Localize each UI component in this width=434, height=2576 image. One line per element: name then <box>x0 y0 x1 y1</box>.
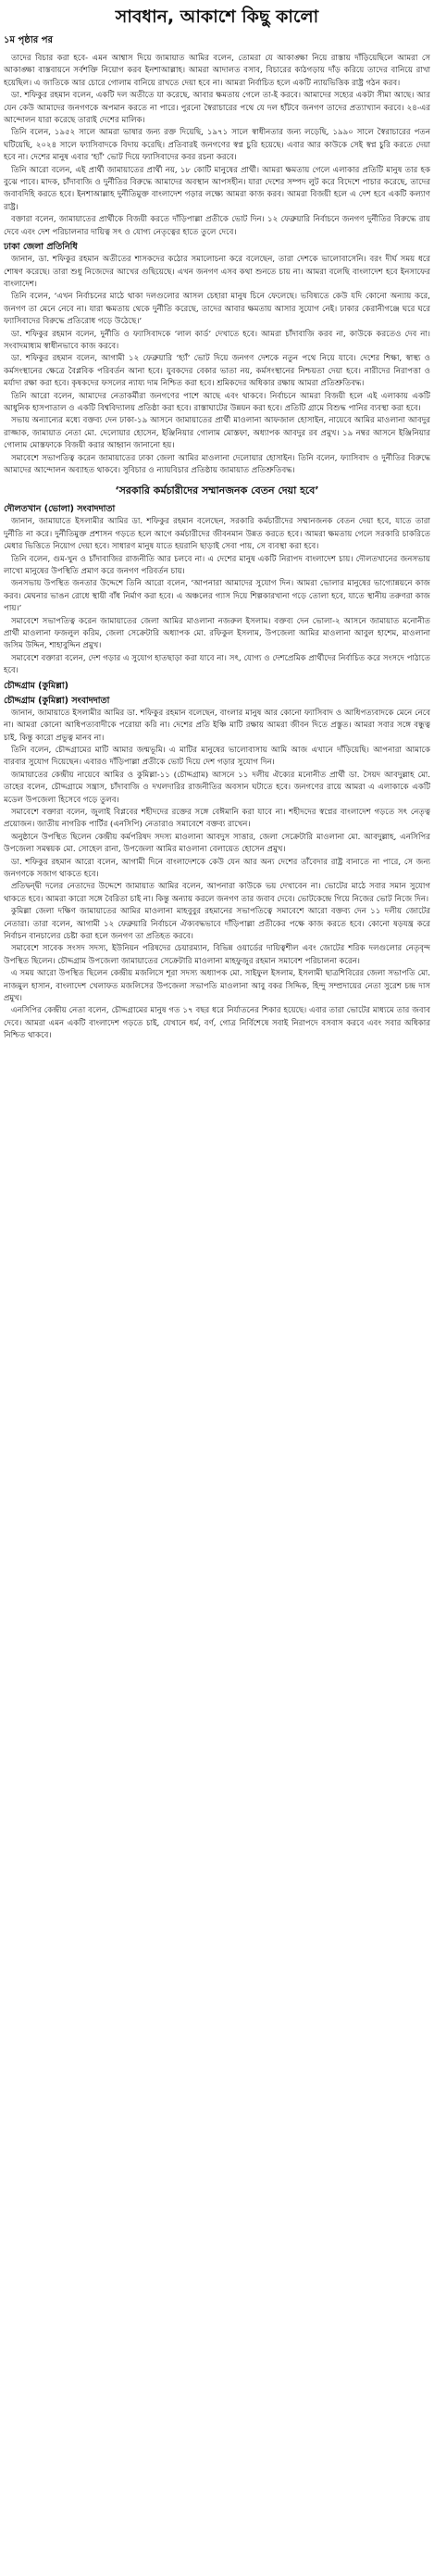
paragraph: অনুষ্ঠানে উপস্থিত ছিলেন কেন্দ্রীয় কর্মপরিষদ সদস্য মাওলানা আবদুস সাত্তার, জেলা সেক্রেটারি মাওলানা মো. আবদুল্লাহ, এনসিপির উপজেলা সমন্বয়ক মো. সোহেল রানা, উপজেলা আমির মাওলানা বেলায়েত হোসেন প্রমুখ। <box>4 832 430 855</box>
paragraph: ডা. শফিকুর রহমান বলেন, দুর্নীতি ও ফ্যাসিবাদকে ‘লাল কার্ড’ দেখাতে হবে। আমরা চাঁদাবাজি করব না, কাউকে করতেও দেব না। সংবাদমাধ্যম স্বাধীনভাবে কাজ করবে। <box>4 329 430 351</box>
paragraph: জানান, ডা. শফিকুর রহমান অতীতের শাসকদের কঠোর সমালোচনা করে বলেছেন, তারা দেশকে ভালোবাসেনি। বরং দীর্ঘ সময় ধরে শোষণ করেছে। তারা শুধু নিজেদের আখের গুছিয়েছে। এখন জনগণ এসব কথা শুনতে চায় না। আমরা বলেছি বাংলাদেশ হবে ইনসাফের বাংলাদেশ। <box>4 255 430 289</box>
paragraph: বক্তারা বলেন, জামায়াতের প্রার্থীকে বিজয়ী করতে দাঁড়িপাল্লা প্রতীকে ভোট দিন। ১২ ফেব্রুয়ারি নির্বাচনে জনগণ দুর্নীতির বিরুদ্ধে রায় দেবে এবং দেশ পরিচালনার দায়িত্ব সৎ ও যোগ্য নেতৃত্বের হাতে তুলে দেবে। <box>4 215 430 237</box>
paragraph: তিনি বলেন, গুম-খুন ও চাঁদাবাজির রাজনীতি আর চলবে না। এ দেশের মানুষ একটি নিরাপদ বাংলাদেশ চায়। দৌলতখানের জনসভায় লাখো মানুষের উপস্থিতি প্রমাণ করে জনগণ পরিবর্তন চায়। <box>4 554 430 577</box>
paragraph: জানান, জামায়াতে ইসলামীর আমির ডা. শফিকুর রহমান বলেছেন, বাংলার মানুষ আর কোনো ফ্যাসিবাদ ও আধিপত্যবাদকে মেনে নেবে না। আমরা কোনো আধিপত্যবাদীকে পরোয়া করি না। দেশের প্রতি ইঞ্চি মাটি রক্ষায় আমরা জীবন দিতে প্রস্তুত। আমরা সবার সঙ্গে বন্ধুত্ব চাই, কিন্তু কারো প্রভুত্ব মানব না। <box>4 708 430 743</box>
paragraph: ডা. শফিকুর রহমান বলেন, আগামী ১২ ফেব্রুয়ারি ‘হ্যাঁ’ ভোট দিয়ে জনগণ দেশকে নতুন পথে নিয়ে যাবে। দেশের শিক্ষা, স্বাস্থ্য ও কর্মসংস্থানের ক্ষেত্রে বৈপ্লবিক পরিবর্তন আনা হবে। যুবকদের বেকার ভাতা নয়, কর্মসংস্থানের নিশ্চয়তা দেয়া হবে। নারীদের নিরাপত্তা ও মর্যাদা রক্ষা করা হবে। কৃষকদের ফসলের ন্যায্য দাম নিশ্চিত করা হবে। শ্রমিকদের অধিকার রক্ষায় আমরা প্রতিশ্রুতিবদ্ধ। <box>4 354 430 389</box>
paragraph: এ সময় আরো উপস্থিত ছিলেন কেন্দ্রীয় মজলিসে শূরা সদস্য অধ্যাপক মো. সাইফুল ইসলাম, ইসলামী ছাত্রশিবিরের জেলা সভাপতি মো. নাজমুল হাসান, বাংলাদেশ খেলাফত মজলিসের উপজেলা সভাপতি মাওলানা আবু বকর সিদ্দিক, হিন্দু সম্প্রদায়ের নেতা সুরেশ চন্দ্র দাস প্রমুখ। <box>4 969 430 1004</box>
paragraph: সমাবেশে সাবেক সংসদ সদস্য, ইউনিয়ন পরিষদের চেয়ারম্যান, বিভিন্ন ওয়ার্ডের দায়িত্বশীল এবং জোটের শরিক দলগুলোর নেতৃবৃন্দ উপস্থিত ছিলেন। চৌদ্দগ্রাম উপজেলা জামায়াতের সেক্রেটারি মাওলানা মাহফুজুর রহমান সমাবেশ পরিচালনা করেন। <box>4 944 430 966</box>
paragraph: তিনি আরো বলেন, এই প্রার্থী জামায়াতের প্রার্থী নয়, ১৮ কোটি মানুষের প্রার্থী। আমরা ক্ষমতায় গেলে এলাকার প্রতিটি মানুষ তার হক বুঝে পাবে। মাদক, চাঁদাবাজি ও দুর্নীতির বিরুদ্ধে আমাদের অবস্থান আপসহীন। যারা দেশের সম্পদ লুট করে বিদেশে পাচার করেছে, তাদের জবাবদিহি করতে হবে। ইনশাআল্লাহ দুর্নীতিমুক্ত বাংলাদেশ গড়ার লক্ষ্যে আমরা কাজ করব। আমরা বিজয়ী হলে এ দেশ হবে একটি কল্যাণ রাষ্ট্র। <box>4 165 430 212</box>
paragraph: সমাবেশে সভাপতিত্ব করেন জামায়াতের জেলা আমির মাওলানা নজরুল ইসলাম। বক্তব্য দেন ভোলা-২ আসনে জামায়াত মনোনীত প্রার্থী মাওলানা ফজলুল করিম, জেলা সেক্রেটারি অধ্যাপক মো. রফিকুল ইসলাম, উপজেলা আমির মাওলানা আবুল হাশেম, মাওলানা জসিম উদ্দিন, শাহাবুদ্দিন প্রমুখ। <box>4 616 430 651</box>
paragraph: তিনি আরো বলেন, আমাদের নেতাকর্মীরা জনগণের পাশে আছে এবং থাকবে। নির্বাচনে আমরা বিজয়ী হলে এই এলাকায় একটি আধুনিক হাসপাতাল ও একটি বিশ্ববিদ্যালয় প্রতিষ্ঠা করা হবে। রাস্তাঘাটের উন্নয়ন করা হবে। প্রতিটি গ্রামে বিশুদ্ধ পানির ব্যবস্থা করা হবে। <box>4 391 430 413</box>
paragraph: তাদের বিচার করা হবে- এমন আশ্বাস দিয়ে জামায়াত আমির বলেন, তোমরা যে আকাঙ্ক্ষা নিয়ে রাস্তায় দাঁড়িয়েছিলে আমরা সে আকাঙ্ক্ষা বাস্তবায়নে সর্বশক্তি নিয়োগ করব ইনশাআল্লাহ। আমরা আদালত বসাব, বিচারের কাঠগড়ায় দাঁড় করিয়ে তাদের বানিয়ে রাখা হয়েছিল। এ জাতিকে আর চোরে গোলাম বানিয়ে রাখতে দেয়া হবে না। আমরা নির্বাচিত হলে একটি ন্যায়ভিত্তিক রাষ্ট্র গঠন করব। <box>4 54 430 88</box>
paragraph: জানান, জামায়াতে ইসলামীর আমির ডা. শফিকুর রহমান বলেছেন, সরকারি কর্মচারীদের সম্মানজনক বেতন দেয়া হবে, যাতে তারা দুর্নীতি না করে। দুর্নীতিমুক্ত প্রশাসন গড়তে হলে আগে কর্মচারীদের জীবনমান উন্নত করতে হবে। আমরা ক্ষমতায় গেলে সরকারি চাকরিতে মেধার ভিত্তিতে নিয়োগ দেয়া হবে। সাধারণ মানুষ যাতে হয়রানি ছাড়াই সেবা পায়, সে ব্যবস্থা করা হবে। <box>4 517 430 552</box>
paragraph: ডা. শফিকুর রহমান বলেন, একটি দল অতীতে যা করেছে, আবার ক্ষমতায় গেলে তা-ই করবে। আমাদের সহ্যের একটা সীমা আছে। আর যেন কেউ আমাদের জনগণকে অপমান করতে না পারে। পুরনো স্বৈরাচারের পথে যে দল হাঁটবে জনগণ তাদের প্রত্যাখ্যান করবে। ২৪-এর আন্দোলন যারা করেছে তারাই দেশের মালিক। <box>4 91 430 126</box>
paragraph: জনসভায় উপস্থিত জনতার উদ্দেশে তিনি আরো বলেন, ‘আপনারা আমাদের সুযোগ দিন। আমরা ভোলার মানুষের ভাগ্যোন্নয়নে কাজ করব। মেঘনার ভাঙন রোধে স্থায়ী বাঁধ নির্মাণ করা হবে। এ অঞ্চলের গ্যাস দিয়ে শিল্পকারখানা গড়ে তোলা হবে, যাতে স্থানীয় তরুণরা কাজ পায়।’ <box>4 579 430 614</box>
dateline: চৌদ্দগ্রাম (কুমিল্লা) সংবাদদাতা <box>4 695 110 706</box>
article <box>0 0 434 1043</box>
dateline: দৌলতখান (ভোলা) সংবাদদাতা <box>4 504 116 515</box>
paragraph: তিনি বলেন, চৌদ্দগ্রামের মাটি আমার জন্মভূমি। এ মাটির মানুষের ভালোবাসায় আমি আজ এখানে দাঁড়িয়েছি। আপনারা আমাকে বারবার সুযোগ দিয়েছেন। এবারও দাঁড়িপাল্লা প্রতীকে ভোট দিয়ে দেশ গড়ার সুযোগ দিন। <box>4 745 430 768</box>
paragraph: জামায়াতের কেন্দ্রীয় নায়েবে আমির ও কুমিল্লা-১১ (চৌদ্দগ্রাম) আসনে ১১ দলীয় ঐক্যের মনোনীত প্রার্থী ডা. সৈয়দ আবদুল্লাহ মো. তাহের বলেন, চৌদ্দগ্রামে সন্ত্রাস, চাঁদাবাজি ও দখলদারির রাজনীতির অবসান ঘটাতে হবে। জনগণের রায়ে আমরা এ এলাকাকে একটি মডেল উপজেলা হিসেবে গড়ে তুলব। <box>4 770 430 805</box>
paragraph: সভায় অন্যান্যের মধ্যে বক্তব্য দেন ঢাকা-১৯ আসনে জামায়াতের প্রার্থী মাওলানা আফজাল হোসাইন, নায়েবে আমির মাওলানা আবদুর রাজ্জাক, জামায়াত নেতা মো. দেলোয়ার হোসেন, ইঞ্জিনিয়ার গোলাম মোস্তফা, অধ্যাপক আবদুর রব প্রমুখ। ১৯ নম্বর আসনে ইঞ্জিনিয়ার গোলাম মোস্তফাকে বিজয়ী করার আহ্বান জানানো হয়। <box>4 416 430 451</box>
subheadline: ‘সরকারি কর্মচারীদের সম্মানজনক বেতন দেয়া হবে’ <box>115 484 319 497</box>
paragraph: তিনি বলেন, ১৯৫২ সালে আমরা ভাষার জন্য রক্ত দিয়েছি, ১৯৭১ সালে স্বাধীনতার জন্য লড়েছি, ১৯৯০ সালে স্বৈরাচারের পতন ঘটিয়েছি, ২০২৪ সালে ফ্যাসিবাদকে বিদায় করেছি। প্রতিবারই জনগণের স্বপ্ন চুরি হয়েছে। এবার আর কাউকে সেই স্বপ্ন চুরি করতে দেয়া হবে না। দেশের মানুষ এবার ‘হ্যাঁ’ ভোট দিয়ে ফ্যাসিবাদের কবর রচনা করবে। <box>4 128 430 163</box>
section-title: চৌদ্দগ্রাম (কুমিল্লা) <box>4 680 69 691</box>
paragraph: কুমিল্লা জেলা দক্ষিণ জামায়াতের আমির মাওলানা মাহবুবুর রহমানের সভাপতিত্বে সমাবেশে আরো বক্তব্য দেন ১১ দলীয় জোটের নেতারা। তারা বলেন, আগামী ১২ ফেব্রুয়ারি নির্বাচনে ঐক্যবদ্ধভাবে দাঁড়িপাল্লা প্রতীকের পক্ষে কাজ করতে হবে। কোনো ষড়যন্ত্র করে নির্বাচন বানচালের চেষ্টা করা হলে জনগণ তা প্রতিহত করবে। <box>4 907 430 941</box>
paragraph: সমাবেশে সভাপতিত্ব করেন জামায়াতের ঢাকা জেলা আমির মাওলানা দেলোয়ার হোসাইন। তিনি বলেন, ফ্যাসিবাদ ও দুর্নীতির বিরুদ্ধে আমাদের আন্দোলন অব্যাহত থাকবে। সুবিচার ও ন্যায়বিচার প্রতিষ্ঠায় জামায়াত প্রতিশ্রুতিবদ্ধ। <box>4 453 430 475</box>
continued-from-label: ১ম পৃষ্ঠার পর <box>4 35 53 45</box>
paragraph: এনসিপির কেন্দ্রীয় নেতা বলেন, চৌদ্দগ্রামের মানুষ গত ১৭ বছর ধরে নির্যাতনের শিকার হয়েছে। এবার তারা ভোটের মাধ্যমে তার জবাব দেবে। আমরা এমন একটি বাংলাদেশ গড়তে চাই, যেখানে ধর্ম, বর্ণ, গোত্র নির্বিশেষে সবাই নিরাপদে বসবাস করবে এবং সবার অধিকার নিশ্চিত থাকবে। <box>4 1006 430 1041</box>
headline: সাবধান, আকাশে কিছু কালো <box>115 6 319 27</box>
paragraph: তিনি বলেন, ‘এখন নির্বাচনের মাঠে থাকা দলগুলোর আসল চেহারা মানুষ চিনে ফেলেছে। ভবিষ্যতে কেউ যদি কোনো অন্যায় করে, জনগণ তা মেনে নেবে না। যারা ক্ষমতায় থেকে দুর্নীতি করেছে, তাদের আবার ক্ষমতায় আসার সুযোগ নেই। ঢাকার কেরানীগঞ্জে ঘরে ঘরে ফ্যাসিবাদের বিরুদ্ধে প্রতিরোধ গড়ে উঠেছে।’ <box>4 292 430 327</box>
section-title: ঢাকা জেলা প্রতিনিধি <box>4 242 78 253</box>
paragraph: ডা. শফিকুর রহমান আরো বলেন, আগামী দিনে বাংলাদেশকে কেউ যেন আর অন্য দেশের তাঁবেদার রাষ্ট্র বানাতে না পারে, সে জন্য জনগণকে সজাগ থাকতে হবে। <box>4 857 430 879</box>
paragraph: সমাবেশে বক্তারা বলেন, দেশ গড়ার এ সুযোগ হাতছাড়া করা যাবে না। সৎ, যোগ্য ও দেশপ্রেমিক প্রার্থীদের নির্বাচিত করে সংসদে পাঠাতে হবে। <box>4 653 430 676</box>
paragraph: প্রতিদ্বন্দ্বী দলের নেতাদের উদ্দেশে জামায়াত আমির বলেন, আপনারা কাউকে ভয় দেখাবেন না। ভোটের মাঠে সবার সমান সুযোগ থাকতে হবে। আমরা কারো সঙ্গে বৈরিতা চাই না। কিন্তু অন্যায় করলে জনগণ তার জবাব দেবে। ভোটকেন্দ্রে গিয়ে নিজের ভোট নিজে দিন। <box>4 882 430 904</box>
article-body <box>4 53 430 1043</box>
paragraph: সমাবেশে বক্তারা বলেন, জুলাই বিপ্লবের শহীদদের রক্তের সঙ্গে বেঈমানি করা যাবে না। শহীদদের স্বপ্নের বাংলাদেশ গড়তে সৎ নেতৃত্ব প্রয়োজন। জাতীয় নাগরিক পার্টির (এনসিপি) নেতারাও সমাবেশে বক্তব্য রাখেন। <box>4 807 430 830</box>
